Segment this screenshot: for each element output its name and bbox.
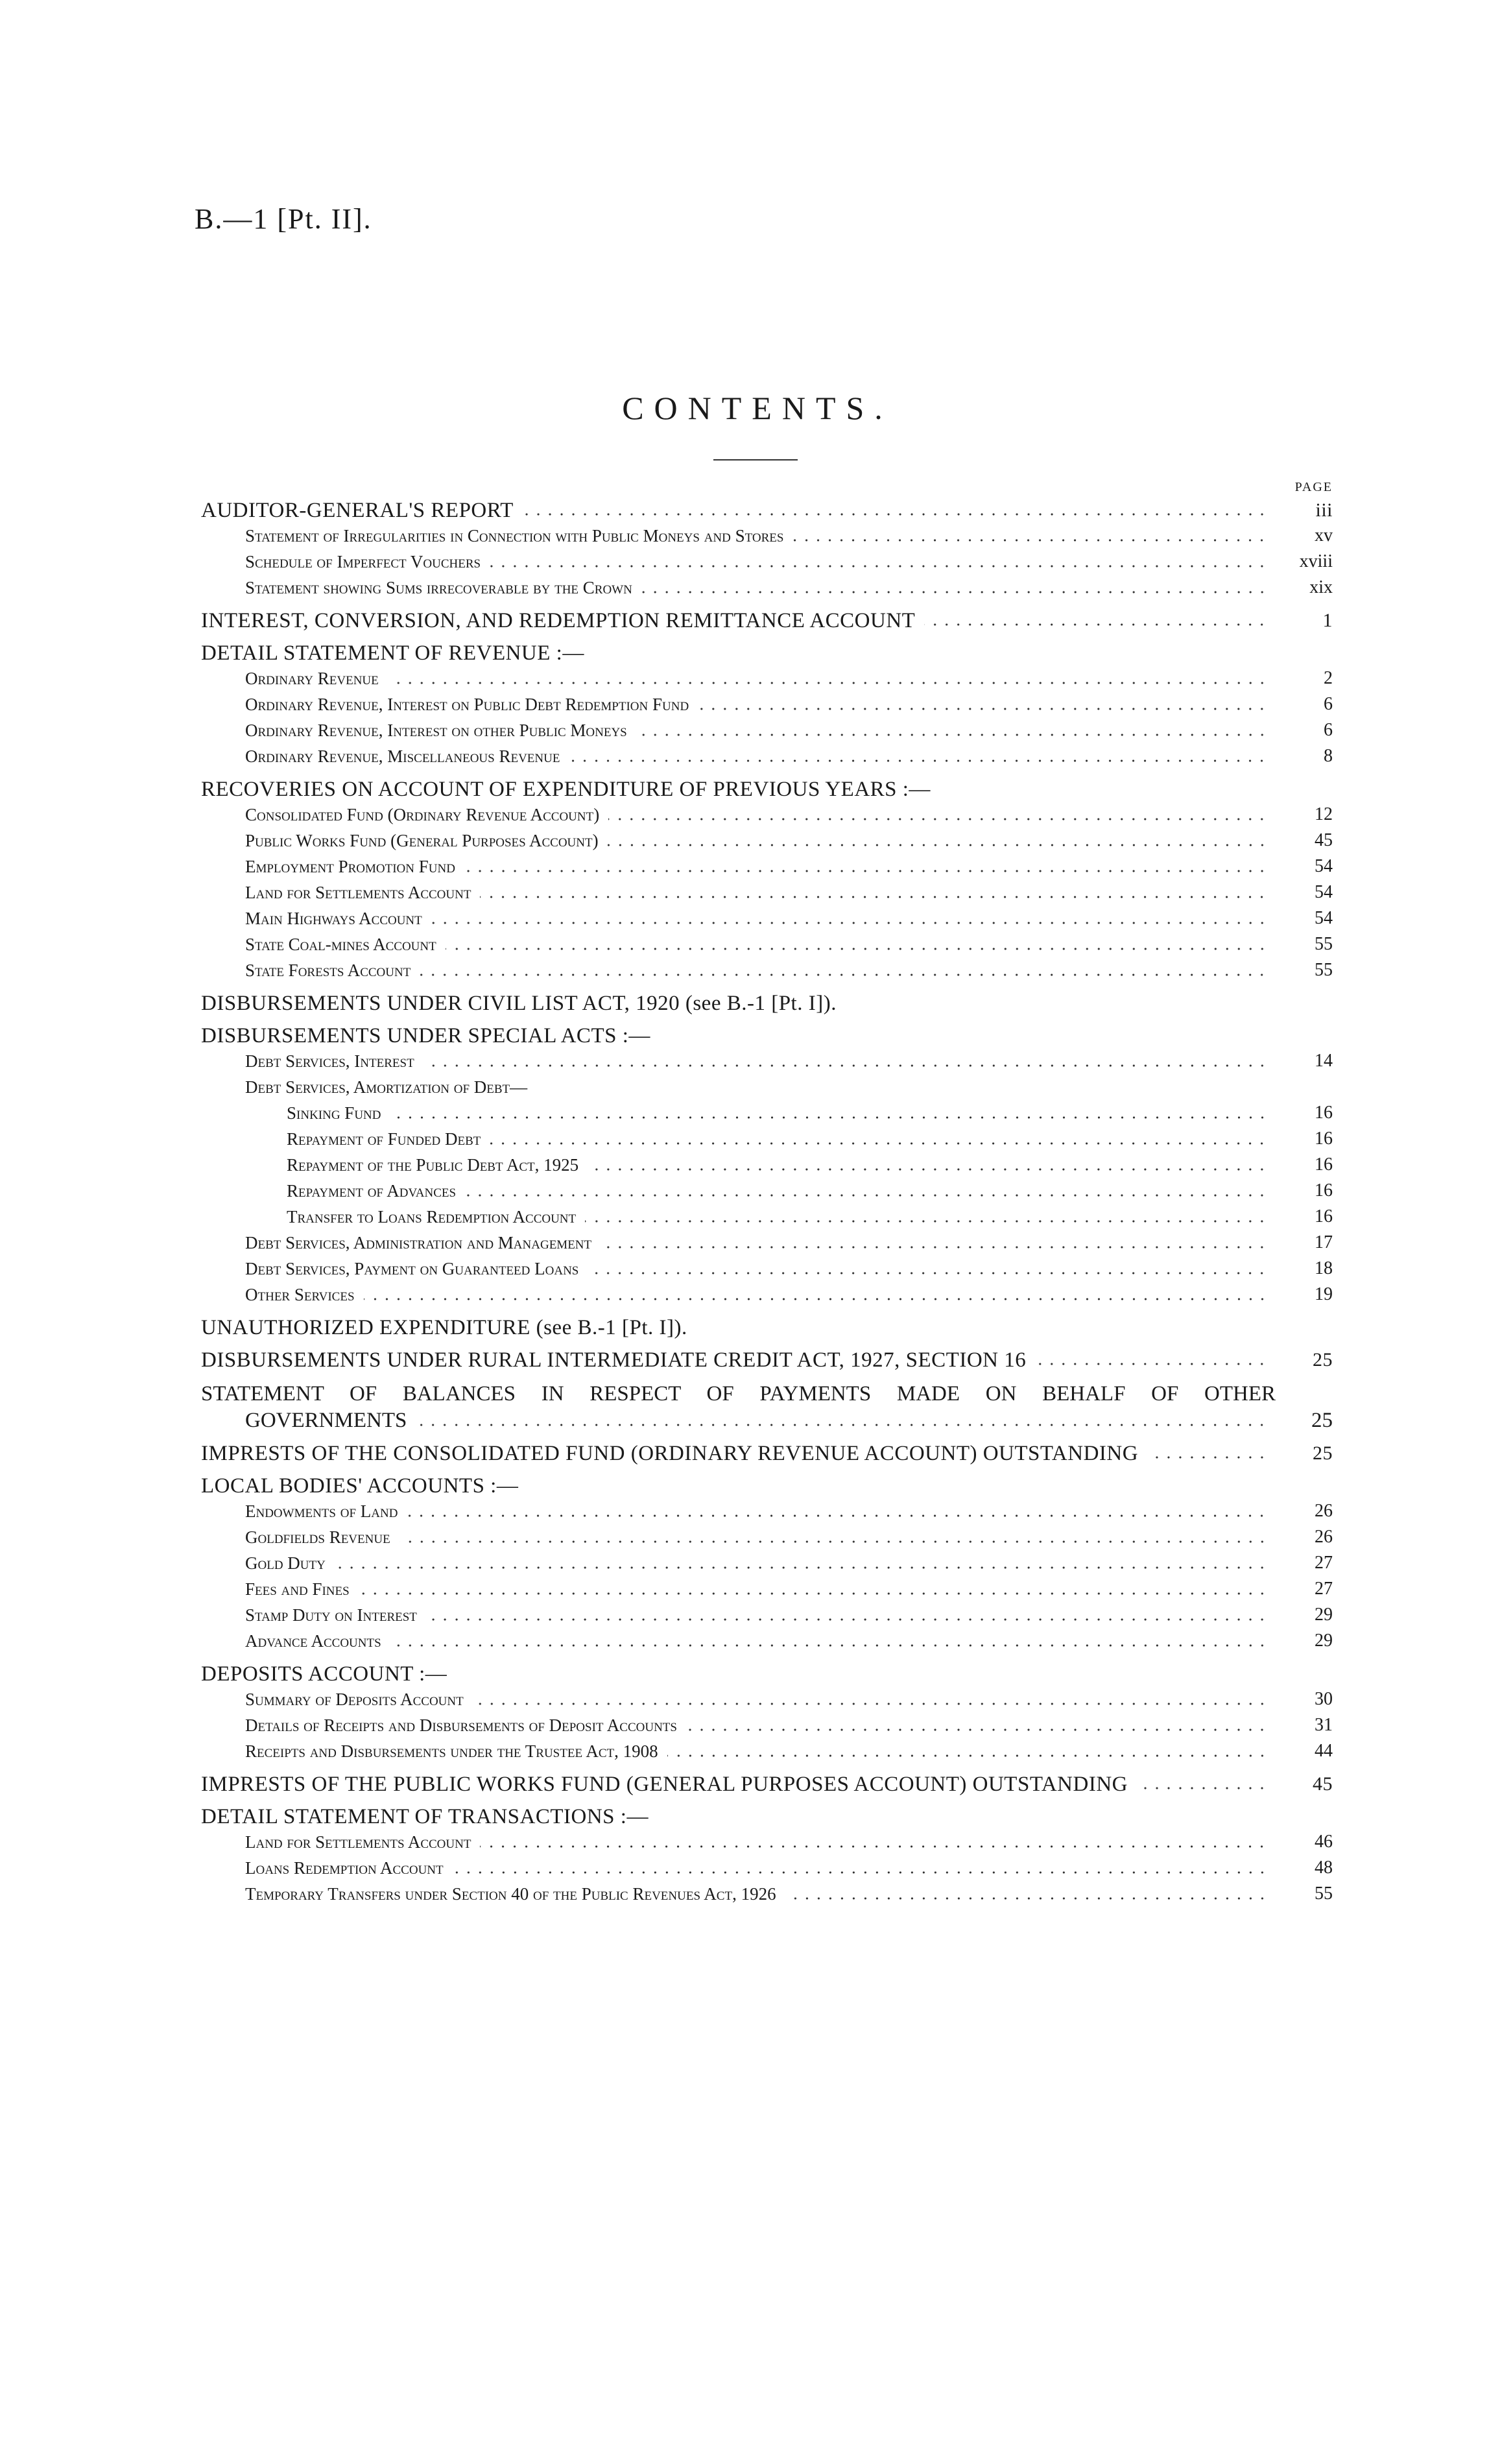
toc-entry — [201, 1524, 1333, 1550]
toc-entry-page: 18 — [1315, 1258, 1333, 1278]
toc-entry-page: 14 — [1315, 1051, 1333, 1071]
toc-entry-title: Schedule of Imperfect Vouchers — [245, 552, 481, 571]
toc-entry-title: IMPRESTS OF THE PUBLIC WORKS FUND (GENERAL PURPOSES ACCOUNT) OUTSTANDING — [201, 1773, 1128, 1796]
toc-entry-title: Repayment of the Public Debt Act, 1925 — [287, 1155, 579, 1175]
dot-leader — [608, 816, 1268, 822]
toc-entry-title: Sinking Fund — [287, 1103, 381, 1123]
toc-entry-title: Employment Promotion Fund — [245, 857, 455, 876]
dot-leader — [636, 732, 1268, 738]
toc-entry-title: Receipts and Disbursements under the Trustee Act, 1908 — [245, 1741, 658, 1761]
toc-entry — [201, 879, 1333, 905]
dot-leader — [390, 1642, 1268, 1649]
dot-leader — [416, 1422, 1268, 1428]
toc-entry-title: Debt Services, Administration and Management — [245, 1233, 592, 1252]
toc-entry — [201, 1126, 1333, 1152]
toc-entry-title: DEPOSITS ACCOUNT :— — [201, 1662, 447, 1686]
toc-entry-page: 54 — [1315, 908, 1333, 928]
dot-leader — [364, 1296, 1268, 1302]
dot-leader — [464, 868, 1268, 874]
toc-entry — [201, 691, 1333, 717]
dot-leader — [480, 1843, 1268, 1850]
document-reference: B.—1 [Pt. II]. — [195, 203, 372, 235]
toc-entry — [201, 931, 1333, 957]
toc-entry-title: AUDITOR-GENERAL'S REPORT — [201, 499, 514, 522]
dot-leader — [585, 1218, 1268, 1225]
toc-entry — [201, 1100, 1333, 1126]
toc-entry — [201, 549, 1333, 575]
dot-leader — [423, 1062, 1268, 1069]
toc-entry-page: 27 — [1315, 1553, 1333, 1573]
dot-leader — [1035, 1361, 1268, 1367]
toc-entry — [201, 1178, 1333, 1204]
toc-entry-page: 16 — [1315, 1180, 1333, 1201]
toc-entry-page: 16 — [1315, 1129, 1333, 1149]
dot-leader — [1147, 1454, 1268, 1461]
dot-leader — [453, 1869, 1268, 1876]
toc-entry-page: 46 — [1315, 1832, 1333, 1852]
toc-entry-page: 16 — [1315, 1103, 1333, 1123]
toc-entry — [201, 1204, 1333, 1230]
toc-entry — [201, 1348, 1333, 1372]
toc-entry-page: 19 — [1315, 1284, 1333, 1304]
toc-entry-title: Debt Services, Payment on Guaranteed Loans — [245, 1259, 579, 1278]
toc-entry-title: Public Works Fund (General Purposes Account) — [245, 831, 599, 850]
toc-entry-page: 17 — [1315, 1232, 1333, 1252]
toc-entry-page: 55 — [1315, 960, 1333, 980]
toc-entry-title: RECOVERIES ON ACCOUNT OF EXPENDITURE OF PREVIOUS YEARS :— — [201, 778, 931, 801]
toc-entry — [201, 854, 1333, 879]
toc-entry — [201, 1048, 1333, 1074]
dot-leader — [431, 920, 1268, 926]
toc-entry-page: 25 — [1313, 1442, 1333, 1464]
toc-entry — [201, 1074, 1333, 1100]
toc-entry — [201, 777, 1333, 802]
page-column-header: PAGE — [1294, 480, 1333, 494]
dot-leader — [698, 706, 1268, 712]
toc-entry — [201, 1152, 1333, 1178]
toc-entry-page: xviii — [1299, 551, 1333, 571]
toc-entry — [201, 1441, 1333, 1466]
toc-entry — [201, 1023, 1333, 1048]
toc-entry — [201, 1881, 1333, 1907]
toc-entry-title: Transfer to Loans Redemption Account — [287, 1207, 577, 1226]
toc-entry-title: DETAIL STATEMENT OF REVENUE :— — [201, 641, 584, 665]
toc-entry-page: 44 — [1315, 1741, 1333, 1761]
toc-entry — [201, 991, 1333, 1016]
dot-leader — [601, 1244, 1268, 1250]
page-title: CONTENTS. — [622, 390, 893, 426]
toc-entry-title: DISBURSEMENTS UNDER RURAL INTERMEDIATE CREDIT ACT, 1927, SECTION 16 — [201, 1348, 1027, 1372]
toc-entry — [201, 608, 1333, 633]
dot-leader — [473, 1701, 1268, 1707]
toc-entry-title: Main Highways Account — [245, 909, 422, 928]
dot-leader — [924, 621, 1268, 628]
toc-entry — [201, 1855, 1333, 1881]
toc-entry-title: State Forests Account — [245, 961, 411, 980]
toc-entry — [201, 1498, 1333, 1524]
dot-leader — [686, 1727, 1268, 1733]
toc-entry — [201, 1256, 1333, 1282]
toc-entry-title: Repayment of Funded Debt — [287, 1129, 481, 1149]
toc-entry-title: Other Services — [245, 1285, 355, 1304]
toc-entry-page: 2 — [1324, 668, 1333, 688]
toc-entry-page: 26 — [1315, 1527, 1333, 1547]
toc-entry-page: 16 — [1315, 1154, 1333, 1175]
toc-entry-page: 16 — [1315, 1206, 1333, 1226]
toc-entry-page: 12 — [1315, 804, 1333, 824]
toc-entry-title: Ordinary Revenue, Miscellaneous Revenue — [245, 747, 560, 766]
dot-leader — [490, 563, 1268, 569]
dot-leader — [608, 842, 1268, 848]
toc-entry-title: Consolidated Fund (Ordinary Revenue Account) — [245, 805, 600, 824]
dot-leader — [480, 894, 1268, 900]
toc-entry-title: LOCAL BODIES' ACCOUNTS :— — [201, 1474, 519, 1498]
toc-entry — [201, 828, 1333, 854]
toc-entry-title: DISBURSEMENTS UNDER CIVIL LIST ACT, 1920 (see B.-1 [Pt. I]). — [201, 992, 837, 1015]
dot-leader — [335, 1564, 1268, 1571]
toc-entry-title: DISBURSEMENTS UNDER SPECIAL ACTS :— — [201, 1024, 650, 1047]
toc-entry-title: Statement of Irregularities in Connection with Public Moneys and Stores — [245, 526, 784, 545]
toc-entry — [201, 1712, 1333, 1738]
toc-entry — [201, 1602, 1333, 1628]
dot-leader — [446, 946, 1268, 952]
toc-entry — [201, 743, 1333, 769]
toc-entry-page: xv — [1315, 525, 1333, 545]
dot-leader — [792, 537, 1268, 544]
dot-leader — [641, 589, 1268, 595]
toc-entry-title: Advance Accounts — [245, 1631, 381, 1651]
toc-entry-title: Details of Receipts and Disbursements of Deposit Accounts — [245, 1716, 677, 1735]
toc-entry-title: Fees and Fines — [245, 1579, 350, 1599]
toc-entry-title: Loans Redemption Account — [245, 1858, 444, 1878]
toc-entry — [201, 1804, 1333, 1829]
toc-entry-title: STATEMENT OF BALANCES IN RESPECT OF PAYMENTS MADE ON BEHALF OF OTHER — [201, 1382, 1276, 1405]
toc-entry-page: 26 — [1315, 1501, 1333, 1521]
toc-entry-page: 6 — [1324, 694, 1333, 714]
toc-entry — [201, 1474, 1333, 1498]
toc-entry-title: Ordinary Revenue, Interest on Public Debt Redemption Fund — [245, 695, 689, 714]
dot-leader — [667, 1752, 1268, 1759]
toc-entry — [201, 641, 1333, 665]
toc-entry-page: 45 — [1315, 830, 1333, 850]
toc-entry — [201, 1772, 1333, 1797]
title-divider — [713, 459, 798, 461]
dot-leader — [407, 1513, 1268, 1519]
dot-leader — [426, 1616, 1268, 1623]
toc-entry-page: xix — [1309, 577, 1333, 597]
toc-entry-title: IMPRESTS OF THE CONSOLIDATED FUND (ORDINARY REVENUE ACCOUNT) OUTSTANDING — [201, 1442, 1139, 1465]
toc-entry — [201, 1230, 1333, 1256]
toc-entry-page: 27 — [1315, 1579, 1333, 1599]
toc-entry-title: Ordinary Revenue, Interest on other Public Moneys — [245, 721, 627, 740]
dot-leader — [390, 1114, 1269, 1121]
toc-entry — [201, 1662, 1333, 1686]
toc-entry-page: 54 — [1315, 856, 1333, 876]
toc-entry — [201, 1628, 1333, 1654]
dot-leader — [399, 1538, 1268, 1545]
toc-entry-title: State Coal-mines Account — [245, 935, 436, 954]
toc-entry-page: 48 — [1315, 1858, 1333, 1878]
toc-entry-page: 54 — [1315, 882, 1333, 902]
toc-entry — [201, 1576, 1333, 1602]
toc-entry-title: Gold Duty — [245, 1553, 326, 1573]
toc-entry-title: Land for Settlements Account — [245, 883, 471, 902]
table-of-contents — [201, 498, 1333, 1907]
toc-entry — [201, 717, 1333, 743]
toc-entry-title: Goldfields Revenue — [245, 1527, 390, 1547]
toc-entry-page: 31 — [1315, 1715, 1333, 1735]
dot-leader — [523, 511, 1268, 518]
toc-entry-page: 45 — [1313, 1773, 1333, 1795]
toc-entry-page: 25 — [1311, 1409, 1333, 1432]
toc-entry — [201, 957, 1333, 983]
toc-entry-title: Ordinary Revenue — [245, 669, 379, 688]
toc-entry-page: 25 — [1313, 1349, 1333, 1370]
dot-leader — [785, 1895, 1268, 1902]
toc-entry — [201, 1282, 1333, 1308]
dot-leader — [465, 1192, 1268, 1199]
toc-entry-title: Land for Settlements Account — [245, 1832, 471, 1852]
toc-entry-title: UNAUTHORIZED EXPENDITURE (see B.-1 [Pt. I]). — [201, 1316, 687, 1339]
toc-entry-title: GOVERNMENTS — [245, 1409, 407, 1432]
toc-entry-page: 30 — [1315, 1689, 1333, 1709]
toc-entry — [201, 523, 1333, 549]
dot-leader — [388, 680, 1268, 686]
dot-leader — [490, 1140, 1268, 1147]
toc-entry — [201, 1315, 1333, 1340]
toc-entry-title: Statement showing Sums irrecoverable by the Crown — [245, 578, 632, 597]
toc-entry-page: 6 — [1324, 720, 1333, 740]
toc-entry-page: 8 — [1324, 746, 1333, 766]
toc-entry-page: 1 — [1322, 610, 1333, 631]
toc-entry-title: Debt Services, Amortization of Debt— — [245, 1077, 528, 1097]
toc-entry-page: 55 — [1315, 934, 1333, 954]
toc-entry-page: iii — [1315, 499, 1333, 521]
toc-entry — [201, 905, 1333, 931]
toc-entry-title: Stamp Duty on Interest — [245, 1605, 417, 1625]
toc-entry — [201, 1686, 1333, 1712]
dot-leader — [588, 1270, 1268, 1276]
toc-entry-title: Repayment of Advances — [287, 1181, 457, 1201]
toc-entry-title: Debt Services, Interest — [245, 1051, 414, 1071]
dot-leader — [569, 758, 1268, 764]
toc-entry-page: 55 — [1315, 1884, 1333, 1904]
toc-entry-title: Temporary Transfers under Section 40 of the Public Revenues Act, 1926 — [245, 1884, 776, 1904]
toc-entry — [201, 575, 1333, 601]
dot-leader — [588, 1166, 1268, 1173]
toc-entry-title: DETAIL STATEMENT OF TRANSACTIONS :— — [201, 1805, 649, 1828]
toc-entry — [201, 1738, 1333, 1764]
toc-entry — [201, 802, 1333, 828]
toc-entry-page: 29 — [1315, 1605, 1333, 1625]
toc-entry — [201, 1829, 1333, 1855]
toc-entry — [201, 1407, 1333, 1433]
toc-entry — [201, 1550, 1333, 1576]
toc-entry — [201, 498, 1333, 523]
toc-entry-title: INTEREST, CONVERSION, AND REDEMPTION REMITTANCE ACCOUNT — [201, 609, 916, 632]
toc-entry-title: Summary of Deposits Account — [245, 1690, 464, 1709]
toc-entry-title: Endowments of Land — [245, 1501, 398, 1521]
dot-leader — [1137, 1785, 1268, 1791]
dot-leader — [420, 972, 1268, 978]
toc-entry-page: 29 — [1315, 1631, 1333, 1651]
toc-entry — [201, 665, 1333, 691]
toc-entry — [201, 1380, 1333, 1407]
dot-leader — [359, 1590, 1268, 1597]
